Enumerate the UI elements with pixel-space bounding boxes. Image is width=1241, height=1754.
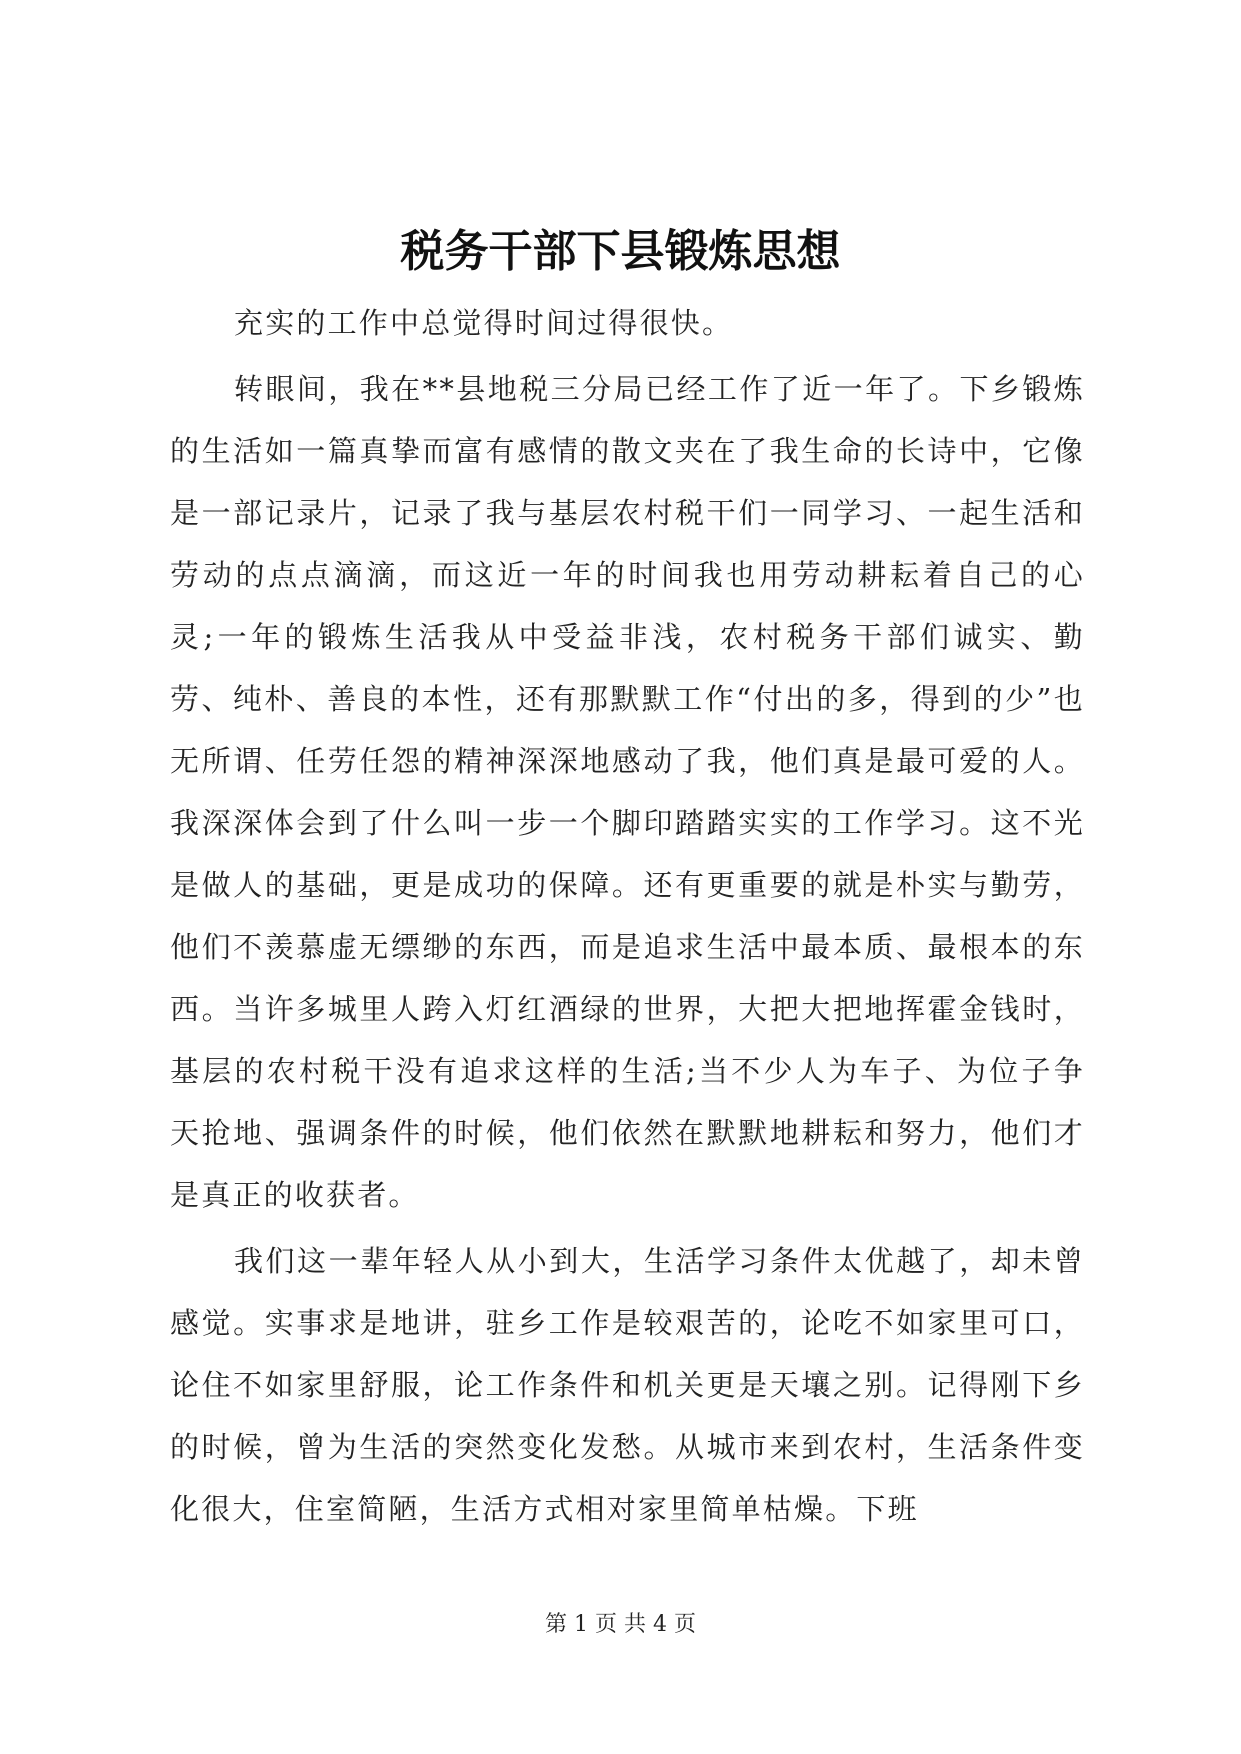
- document-body: [170, 292, 1085, 1544]
- document-title: 税务干部下县锻炼思想: [400, 226, 841, 277]
- paragraph-2: 转眼间，我在**县地税三分局已经工作了近一年了。下乡锻炼的生活如一篇真挚而富有感情的散文夹在了我生命的长诗中，它像是一部记录片，记录了我与基层农村税干们一同学习、一起生活和劳动的点点滴滴，而这近一年的时间我也用劳动耕耘着自己的心灵;一年的锻炼生活我从中受益非浅，农村税务干部们诚实、勤劳、纯朴、善良的本性，还有那默默工作“付出的多，得到的少”也无所谓、任劳任怨的精神深深地感动了我，他们真是最可爱的人。我深深体会到了什么叫一步一个脚印踏踏实实的工作学习。这不光是做人的基础，更是成功的保障。还有更重要的就是朴实与勤劳，他们不羡慕虚无缥缈的东西，而是追求生活中最本质、最根本的东西。当许多城里人跨入灯红酒绿的世界，大把大把地挥霍金钱时，基层的农村税干没有追求这样的生活;当不少人为车子、为位子争天抢地、强调条件的时候，他们依然在默默地耕耘和努力，他们才是真正的收获者。: [170, 372, 1085, 1212]
- paragraph-3: 我们这一辈年轻人从小到大，生活学习条件太优越了，却未曾感觉。实事求是地讲，驻乡工作是较艰苦的，论吃不如家里可口，论住不如家里舒服，论工作条件和机关更是天壤之别。记得刚下乡的时候，曾为生活的突然变化发愁。从城市来到农村，生活条件变化很大，住室简陋，生活方式相对家里简单枯燥。下班: [170, 1244, 1085, 1526]
- paragraph-1: 充实的工作中总觉得时间过得很快。: [234, 306, 734, 340]
- page-footer: 第 1 页 共 4 页: [545, 1612, 696, 1637]
